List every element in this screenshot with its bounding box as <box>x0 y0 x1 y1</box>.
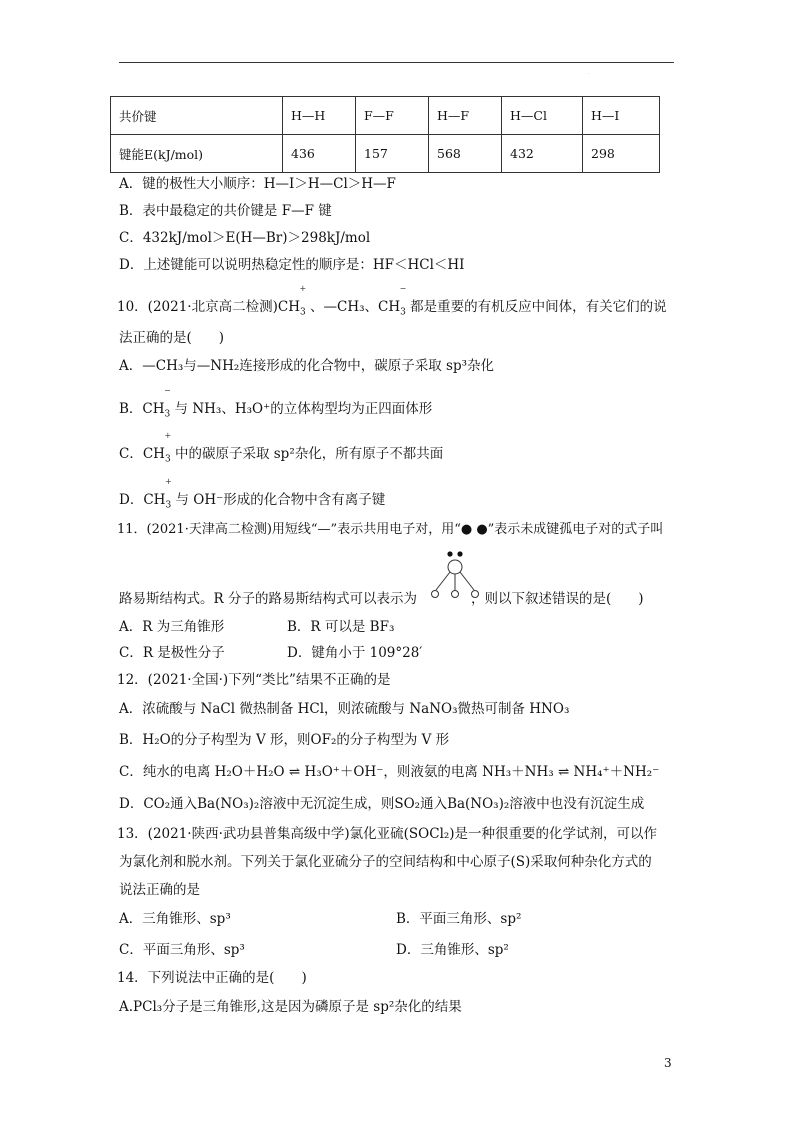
q10-c-pre: C．CH <box>119 446 165 462</box>
header-rule <box>119 62 674 63</box>
q10-b-post: 与 NH₃、H₃O⁺的立体构型均为正四面体形 <box>170 401 433 417</box>
q10-stem-mid: 、—CH₃、CH <box>305 299 401 315</box>
table-cell: 键能E(kJ/mol) <box>111 135 283 173</box>
q10-stem-post: 都是重要的有机反应中间体，有关它们的说 <box>405 299 667 315</box>
q10-d-post: 与 OH⁻形成的化合物中含有离子键 <box>171 492 386 508</box>
table-cell: 157 <box>356 135 429 173</box>
q10-b-pre: B．CH <box>119 401 165 417</box>
q12-stem: 12．(2021·全国·)下列“类比”结果不正确的是 <box>117 672 391 688</box>
q14-stem: 14．下列说法中正确的是( ) <box>117 970 307 986</box>
q14-option-a: A.PCl₃分子是三角锥形,这是因为磷原子是 sp²杂化的结果 <box>119 999 462 1015</box>
q11-option-d: D．键角小于 109°28′ <box>287 645 423 661</box>
q11-option-a: A．R 为三角锥形 <box>119 619 225 635</box>
q10-stem-line2: 法正确的是( ) <box>119 330 225 346</box>
q9-option-d: D．上述键能可以说明热稳定性的顺序是：HF＜HCl＜HI <box>119 257 465 273</box>
table-cell: H—I <box>583 97 660 135</box>
table-cell: 298 <box>583 135 660 173</box>
table-cell: 432 <box>502 135 583 173</box>
ch3-plus: + $_3$ <box>300 297 306 317</box>
q11-stem-line1: 11．(2021·天津高二检测)用短线“—”表示共用电子对，用“● ●”表示未成键孤电子对的式子叫 <box>117 522 664 537</box>
table-cell: 共价键 <box>111 97 283 135</box>
table-cell: H—H <box>283 97 356 135</box>
q10-c-post: 中的碳原子采取 sp²杂化，所有原子不都共面 <box>170 446 444 462</box>
q13-option-c: C．平面三角形、sp³ <box>119 942 245 958</box>
q10-option-b <box>119 386 433 420</box>
minus-mark: − <box>164 386 171 395</box>
ch3-plus: + $_3$ <box>165 444 171 464</box>
table-cell: 568 <box>429 135 502 173</box>
table-header-row <box>111 97 660 135</box>
lewis-structure-icon <box>430 550 482 602</box>
q9-option-b: B．表中最稳定的共价键是 F—F 键 <box>119 203 332 219</box>
q10-stem <box>117 284 667 318</box>
q12-option-d: D．CO₂通入Ba(NO₃)₂溶液中无沉淀生成，则SO₂通入Ba(NO₃)₂溶液中也没有沉淀生成 <box>119 796 645 812</box>
q11-option-b: B．R 可以是 BF₃ <box>287 619 395 635</box>
table-row <box>111 135 660 173</box>
ch3-plus: + $_3$ <box>165 490 171 510</box>
q11-stem2-pre: 路易斯结构式。R 分子的路易斯结构式可以表示为 <box>119 591 417 607</box>
q12-option-c: C．纯水的电离 H₂O＋H₂O ⇌ H₃O⁺＋OH⁻，则液氨的电离 NH₃＋NH₃ ⇌ NH₄⁺＋NH₂⁻ <box>119 764 660 780</box>
q9-option-a: A．键的极性大小顺序：H—I＞H—Cl＞H—F <box>119 176 396 192</box>
q13-stem-line3: 说法正确的是 <box>119 882 200 898</box>
q11-stem2-post: ，则以下叙述错误的是( ) <box>470 591 644 607</box>
q13-stem-line1: 13．(2021·陕西·武功县普集高级中学)氯化亚硫(SOCl₂)是一种很重要的化学试剂，可以作 <box>117 826 658 842</box>
q10-d-pre: D．CH <box>119 492 166 508</box>
table-cell: 436 <box>283 135 356 173</box>
ch3-minus: − $_3$ <box>400 297 406 317</box>
table-cell: H—Cl <box>502 97 583 135</box>
q13-stem-line2: 为氯化剂和脱水剂。下列关于氯化亚硫分子的空间结构和中心原子(S)采取何种杂化方式的 <box>119 854 652 870</box>
q10-stem-pre: 10．(2021·北京高二检测)CH <box>117 299 300 315</box>
plus-mark: + <box>299 284 307 293</box>
q11-stem-line2 <box>119 589 644 609</box>
header-dot: . <box>588 70 590 76</box>
ch3-minus: − $_3$ <box>165 399 171 419</box>
q10-option-d <box>119 477 386 511</box>
q11-option-c: C．R 是极性分子 <box>119 645 225 661</box>
q13-option-d: D．三角锥形、sp² <box>396 942 509 958</box>
q9-option-c: C．432kJ/mol＞E(H—Br)＞298kJ/mol <box>119 230 371 246</box>
minus-mark: − <box>399 284 407 293</box>
q13-option-b: B．平面三角形、sp² <box>396 911 522 927</box>
table-cell: F—F <box>356 97 429 135</box>
plus-mark: + <box>164 431 172 440</box>
table-cell: H—F <box>429 97 502 135</box>
page-number: 3 <box>664 1056 672 1070</box>
q13-option-a: A．三角锥形、sp³ <box>119 911 231 927</box>
bond-energy-table <box>110 96 660 173</box>
q12-option-b: B．H₂O的分子构型为 V 形，则OF₂的分子构型为 V 形 <box>119 732 450 748</box>
q10-option-a: A．—CH₃与—NH₂连接形成的化合物中，碳原子采取 sp³杂化 <box>119 358 495 374</box>
plus-mark: + <box>164 477 172 486</box>
q12-option-a: A．浓硫酸与 NaCl 微热制备 HCl，则浓硫酸与 NaNO₃微热可制备 HNO₃ <box>119 701 570 717</box>
q10-option-c <box>119 431 444 465</box>
